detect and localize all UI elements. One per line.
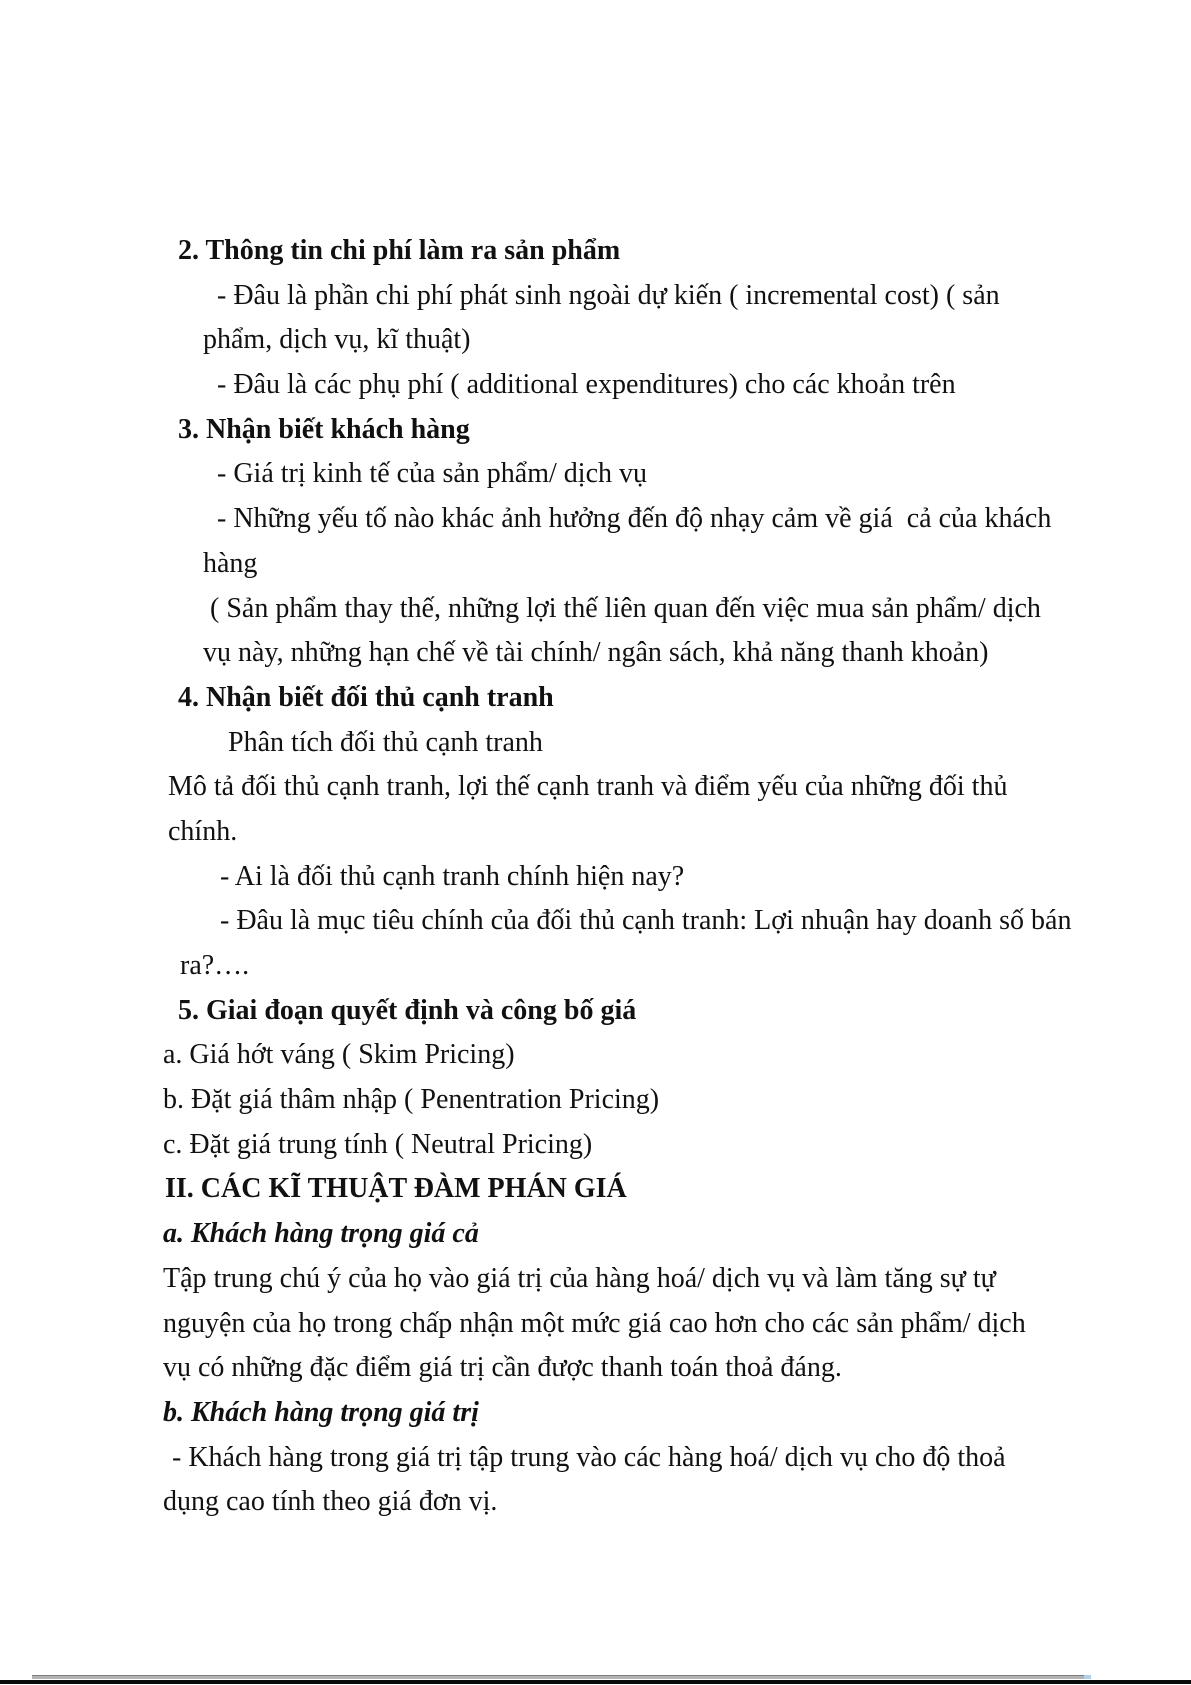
heading-section-2: 2. Thông tin chi phí làm ra sản phẩm xyxy=(178,235,621,266)
horizontal-scrollbar[interactable] xyxy=(32,1675,1090,1679)
scrollbar-thumb-tip[interactable] xyxy=(1084,1675,1091,1679)
doc-line: a. Giá hớt váng ( Skim Pricing) xyxy=(163,1039,515,1071)
subheading-a: a. Khách hàng trọng giá cả xyxy=(163,1218,479,1250)
heading-section-4: 4. Nhận biết đối thủ cạnh tranh xyxy=(178,681,554,713)
heading-section-3: 3. Nhận biết khách hàng xyxy=(178,413,470,445)
doc-line: - Ai là đối thủ cạnh tranh chính hiện nay? xyxy=(220,860,685,892)
subheading-b: b. Khách hàng trọng giá trị xyxy=(163,1396,479,1428)
doc-line: chính. xyxy=(168,815,238,847)
doc-line: ( Sản phẩm thay thế, những lợi thế liên quan đến việc mua sản phẩm/ dịch xyxy=(210,592,1041,624)
doc-line: Phân tích đối thủ cạnh tranh xyxy=(228,726,543,758)
doc-line: vụ có những đặc điểm giá trị cần được thanh toán thoả đáng. xyxy=(163,1352,842,1384)
doc-line: dụng cao tính theo giá đơn vị. xyxy=(163,1486,498,1518)
doc-line: - Đâu là mục tiêu chính của đối thủ cạnh tranh: Lợi nhuận hay doanh số bán xyxy=(220,905,1072,937)
doc-line: Mô tả đối thủ cạnh tranh, lợi thế cạnh tranh và điểm yếu của những đối thủ xyxy=(168,771,1008,803)
doc-line: - Khách hàng trong giá trị tập trung vào các hàng hoá/ dịch vụ cho độ thoả xyxy=(172,1441,1006,1473)
window-bottom-edge xyxy=(0,1680,1191,1684)
doc-line: - Giá trị kinh tế của sản phẩm/ dịch vụ xyxy=(217,458,647,490)
document-page xyxy=(163,229,1072,1525)
doc-line: ra?…. xyxy=(180,950,250,981)
doc-line: - Đâu là phần chi phí phát sinh ngoài dự kiến ( incremental cost) ( sản xyxy=(217,279,1000,311)
doc-line: c. Đặt giá trung tính ( Neutral Pricing) xyxy=(163,1128,593,1160)
doc-line: - Những yếu tố nào khác ảnh hưởng đến độ nhạy cảm về giá cả của khách xyxy=(217,503,1052,535)
doc-line: b. Đặt giá thâm nhập ( Penentration Pricing) xyxy=(163,1084,660,1116)
doc-line: Tập trung chú ý của họ vào giá trị của hàng hoá/ dịch vụ và làm tăng sự tự xyxy=(163,1262,996,1294)
heading-section-5: 5. Giai đoạn quyết định và công bố giá xyxy=(178,994,637,1026)
doc-line: vụ này, những hạn chế về tài chính/ ngân sách, khả năng thanh khoản) xyxy=(203,637,989,669)
doc-line: hàng xyxy=(203,547,258,579)
doc-line: phẩm, dịch vụ, kĩ thuật) xyxy=(203,324,471,356)
heading-section-ii: II. CÁC KĨ THUẬT ĐÀM PHÁN GIÁ xyxy=(165,1173,627,1205)
doc-line: - Đâu là các phụ phí ( additional expenditures) cho các khoản trên xyxy=(217,369,956,401)
doc-line: nguyện của họ trong chấp nhận một mức giá cao hơn cho các sản phẩm/ dịch xyxy=(163,1307,1026,1339)
